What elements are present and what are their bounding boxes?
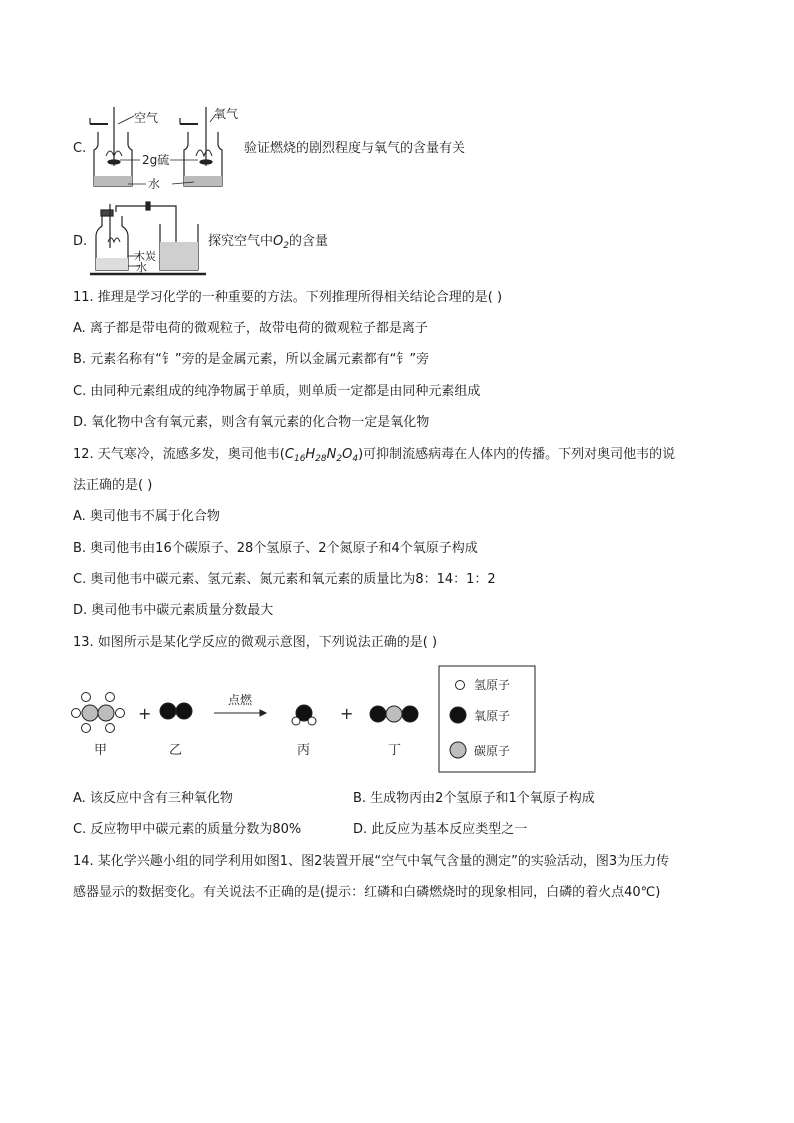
reaction-condition: 点燃 (228, 693, 253, 707)
q11-option-b: B. 元素名称有“钅”旁的是金属元素，所以金属元素都有“钅”旁 (73, 352, 430, 367)
q12-option-c: C. 奥司他韦中碳元素、氢元素、氮元素和氧元素的质量比为8：14：1：2 (73, 572, 496, 587)
label-oxygen: 氧气 (214, 107, 239, 121)
q12-stem-pre: 12. 天气寒冷，流感多发，奥司他韦( (73, 447, 285, 462)
q12-option-a: A. 奥司他韦不属于化合物 (73, 509, 220, 524)
q13-stem: 13. 如图所示是某化学反应的微观示意图，下列说法正确的是( ) (73, 635, 438, 650)
q14-stem-line2: 感器显示的数据变化。有关说法不正确的是(提示：红磷和白磷燃烧时的现象相同，白磷的着火点40℃) (73, 885, 661, 900)
formula-c-sub: 16 (293, 454, 306, 464)
q13-option-c: C. 反应物甲中碳元素的质量分数为80% (73, 822, 302, 837)
label-charcoal: 木炭 (134, 250, 156, 263)
plus-sign-1: + (138, 704, 152, 723)
formula-h: H (305, 447, 316, 462)
label-ding: 丁 (388, 743, 402, 758)
label-water-d: 水 (136, 261, 147, 274)
q11-stem: 11. 推理是学习化学的一种重要的方法。下列推理所得相关结论合理的是( ) (73, 290, 503, 305)
q11-option-c: C. 由同种元素组成的纯净物属于单质，则单质一定都是由同种元素组成 (73, 384, 481, 399)
formula-n: N (326, 447, 337, 462)
molecule-jia (72, 693, 125, 733)
formula-c: C (284, 447, 294, 462)
reaction-diagram (68, 664, 538, 776)
option-d-text-pre: 探究空气中 (208, 234, 274, 249)
label-sulfur: 2g硫 (142, 153, 170, 167)
formula-h-sub: 28 (315, 454, 327, 464)
formula-o: O (342, 447, 353, 462)
label-jia: 甲 (94, 743, 108, 758)
legend-carbon: 碳原子 (474, 744, 511, 758)
q12-stem-post: )可抑制流感病毒在人体内的传播。下列对奥司他韦的说 (358, 447, 676, 462)
air-bottle (90, 107, 132, 186)
q13-option-b: B. 生成物丙由2个氢原子和1个氧原子构成 (353, 791, 595, 806)
q12-stem-line2: 法正确的是( ) (73, 478, 153, 493)
label-bing: 丙 (297, 743, 311, 758)
q12-option-d: D. 奥司他韦中碳元素质量分数最大 (73, 603, 274, 618)
q13-option-a: A. 该反应中含有三种氧化物 (73, 791, 233, 806)
label-yi: 乙 (169, 743, 183, 758)
reaction-arrow (214, 710, 266, 716)
molecule-ding (370, 706, 418, 722)
label-air: 空气 (134, 111, 159, 125)
formula-o-sub: 4 (352, 454, 359, 464)
molecule-bing (292, 705, 316, 725)
q12-option-b: B. 奥司他韦由16个碳原子、28个氢原子、2个氮原子和4个氧原子构成 (73, 541, 478, 556)
option-c-text: 验证燃烧的剧烈程度与氧气的含量有关 (244, 141, 466, 156)
label-water: 水 (148, 177, 161, 191)
option-d-text-post: 的含量 (288, 234, 328, 249)
bottle-apparatus-diagram (88, 104, 248, 196)
formula-n-sub: 2 (336, 454, 343, 464)
formula-o2-sub: 2 (283, 241, 289, 251)
legend-hydrogen: 氢原子 (474, 678, 511, 692)
q11-option-a: A. 离子都是带电荷的微观粒子，故带电荷的微观粒子都是离子 (73, 321, 428, 336)
q12-stem (73, 446, 675, 468)
option-d-letter: D. (73, 234, 88, 249)
molecule-yi (160, 703, 192, 719)
legend-oxygen: 氧原子 (474, 709, 511, 723)
charcoal-apparatus-diagram (88, 198, 208, 278)
formula-o2: O (273, 234, 284, 249)
q11-option-d: D. 氧化物中含有氧元素，则含有氧元素的化合物一定是氧化物 (73, 415, 430, 430)
plus-sign-2: + (340, 704, 354, 723)
option-c-letter: C. (73, 141, 87, 156)
option-d-text (208, 233, 328, 255)
q14-stem-line1: 14. 某化学兴趣小组的同学利用如图1、图2装置开展“空气中氧气含量的测定”的实验活动，图3为压力传 (73, 854, 670, 869)
q13-option-d: D. 此反应为基本反应类型之一 (353, 822, 528, 837)
